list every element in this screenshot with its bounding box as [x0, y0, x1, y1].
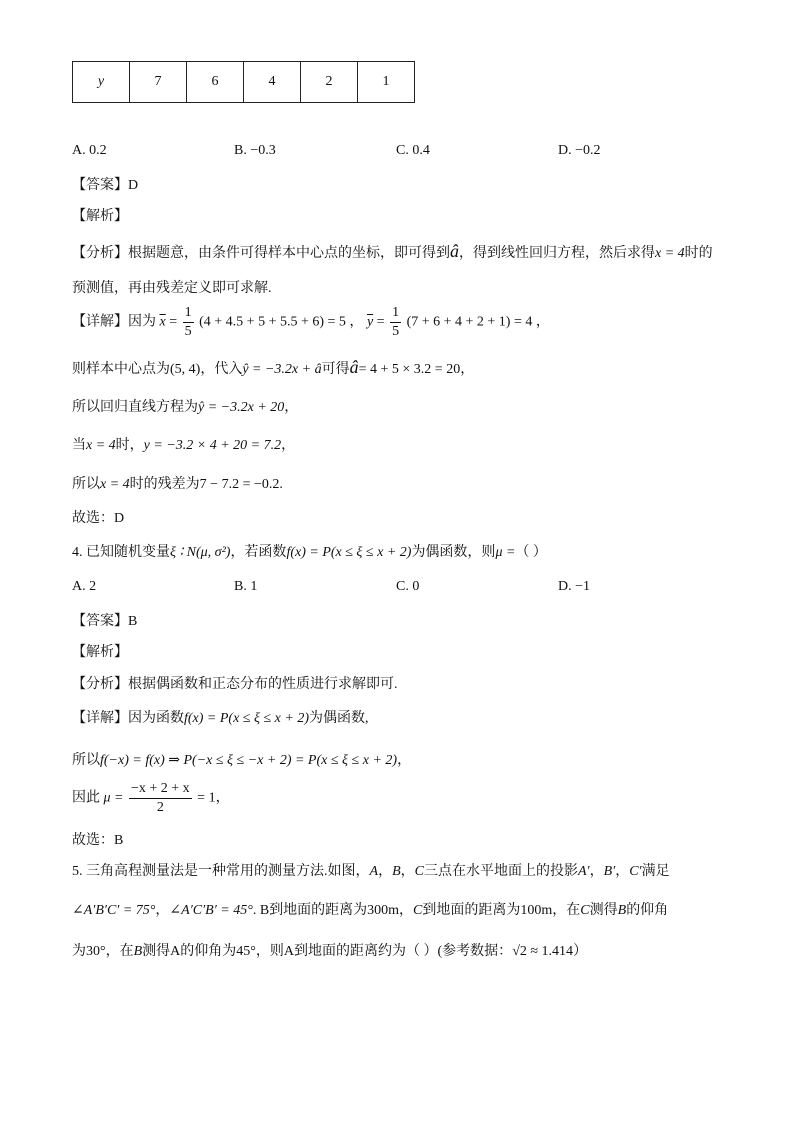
math-expr: C: [580, 903, 590, 918]
math-expr: A: [369, 864, 379, 879]
text: ，若函数: [230, 545, 287, 560]
math-expr: μ =: [103, 790, 124, 806]
math-expr: B: [392, 864, 401, 879]
analysis-text: ，得到线性回归方程，然后求得: [459, 246, 655, 261]
text: ，: [378, 864, 393, 879]
analysis-line: [72, 241, 713, 262]
fraction-den: 5: [184, 324, 192, 339]
text: ，: [589, 864, 604, 879]
detail-line: [72, 306, 550, 339]
fraction-num: 1: [390, 306, 401, 323]
text: 因此: [72, 790, 100, 806]
math-expr: =: [376, 314, 385, 330]
text: 为偶函数，则: [411, 545, 496, 560]
math-expr: ∠A′B′C′ = 75°: [72, 903, 156, 918]
text: ，在: [105, 944, 134, 959]
math-expr: y = −3.2 × 4 + 20 = 7.2: [143, 438, 282, 453]
math-expr: = 4 + 5 × 3.2 = 20，: [358, 362, 475, 377]
text: .: [279, 477, 283, 492]
math-expr: √2 ≈ 1.414: [512, 944, 574, 959]
text: 为偶函数,: [309, 711, 369, 726]
math-expr: B′: [603, 864, 616, 879]
text: ，: [400, 864, 415, 879]
text: 【详解】因为函数: [72, 711, 184, 726]
analysis-line: 【分析】根据偶函数和正态分布的性质进行求解即可.: [72, 677, 398, 692]
text: ）: [573, 944, 588, 959]
text: 当: [72, 438, 86, 453]
math-expr: f(−x) = f(x) ⇒ P(−x ≤ ξ ≤ −x + 2) = P(x ≤ ξ ≤ x + 2): [100, 753, 398, 768]
option-c: C. 0.4: [396, 143, 430, 158]
jiexi-label: 【解析】: [72, 209, 128, 224]
text: 测得: [589, 903, 618, 918]
detail-line-3: [72, 396, 298, 416]
text: ，: [397, 753, 412, 768]
detail-line-2: [72, 357, 474, 378]
fraction: [183, 306, 194, 339]
answer-label: 【答案】D: [72, 178, 139, 193]
fraction: [390, 306, 401, 339]
analysis-text: 时的: [684, 246, 713, 261]
math-expr: f(x) = P(x ≤ ξ ≤ x + 2): [184, 711, 309, 726]
math-expr: 100m: [520, 903, 553, 918]
text: ，代入: [200, 362, 243, 377]
fraction-num: −x + 2 + x: [129, 782, 192, 799]
table-cell: 4: [244, 62, 301, 103]
choose-line: 故选：B: [72, 833, 124, 848]
math-expr: x = 4: [655, 246, 685, 261]
text: （ ）: [515, 545, 547, 560]
text: 测得A的仰角为: [142, 944, 237, 959]
text: ，: [281, 438, 296, 453]
analysis-line-2: 预测值，再由残差定义即可求解.: [72, 281, 272, 296]
option-a: A. 2: [72, 579, 97, 594]
math-expr: ∠A′C′B′ = 45°: [169, 903, 253, 918]
math-expr: (4 + 4.5 + 5 + 5.5 + 6) = 5 ，: [199, 314, 364, 330]
table-cell: 2: [301, 62, 358, 103]
fraction-den: 5: [392, 324, 400, 339]
text: 4. 已知随机变量: [72, 545, 170, 560]
q5-line-1: [72, 860, 670, 880]
jiexi-label: 【解析】: [72, 645, 128, 660]
math-expr: B: [133, 944, 143, 959]
q5-line-2: [72, 899, 668, 919]
detail-line-4: [72, 434, 295, 454]
a-hat-symbol: â: [450, 241, 459, 261]
text: ，: [284, 400, 299, 415]
math-expr: =: [169, 314, 178, 330]
text: 满足: [641, 864, 670, 879]
text: 所以: [72, 753, 100, 768]
detail-line: [72, 707, 369, 727]
math-expr: x = 4: [86, 438, 116, 453]
text: ，: [615, 864, 630, 879]
data-table: [72, 61, 415, 103]
detail-line-5: [72, 473, 283, 493]
option-d: D. −1: [558, 579, 591, 594]
math-expr: C′: [629, 864, 642, 879]
text: 则样本中心点为: [72, 362, 170, 377]
text: ，则A到地面的距离约为（ ）(参考数据：: [255, 944, 513, 959]
detail-label: 【详解】因为: [72, 314, 156, 330]
answer-label: 【答案】B: [72, 614, 138, 629]
math-expr: ŷ = −3.2x + â: [242, 362, 322, 377]
text: ，在: [552, 903, 581, 918]
math-expr: 300m: [367, 903, 400, 918]
math-expr: C: [413, 903, 423, 918]
q5-line-3: [72, 940, 587, 960]
text: . B到地面的距离为: [252, 903, 368, 918]
text: ，: [155, 903, 170, 918]
detail-line-3: [72, 782, 230, 815]
math-expr: f(x) = P(x ≤ ξ ≤ x + 2): [286, 545, 412, 560]
analysis-text: 【分析】根据题意，由条件可得样本中心点的坐标，即可得到: [72, 246, 450, 261]
option-c: C. 0: [396, 579, 420, 594]
math-expr: (7 + 6 + 4 + 2 + 1) = 4 ，: [406, 314, 550, 330]
math-expr: 45°: [236, 944, 256, 959]
q4-stem: [72, 541, 547, 561]
math-expr: ξ ∶ N(μ, σ²): [170, 545, 231, 560]
math-expr: 30°: [86, 944, 106, 959]
text: 到地面的距离为: [422, 903, 521, 918]
table-cell: 6: [187, 62, 244, 103]
option-b: B. −0.3: [234, 143, 276, 158]
text: 所以: [72, 477, 100, 492]
text: 的仰角: [626, 903, 669, 918]
y-bar: $\overline{y}$: [366, 314, 374, 330]
math-expr: = 1，: [197, 790, 230, 806]
text: 时，: [115, 438, 144, 453]
option-b: B. 1: [234, 579, 258, 594]
text: 三点在水平地面上的投影: [423, 864, 578, 879]
text: 所以回归直线方程为: [72, 400, 198, 415]
math-expr: B: [617, 903, 627, 918]
math-expr: x = 4: [100, 477, 130, 492]
math-expr: 7 − 7.2 = −0.2: [199, 477, 280, 492]
table-row: [73, 62, 415, 103]
math-expr: μ =: [495, 545, 516, 560]
fraction-num: 1: [183, 306, 194, 323]
table-cell: 7: [130, 62, 187, 103]
x-bar: $\overline{x}$: [159, 314, 166, 330]
option-a: A. 0.2: [72, 143, 107, 158]
math-expr: A′: [577, 864, 590, 879]
table-cell: 1: [358, 62, 415, 103]
table-cell: y: [73, 62, 130, 103]
option-d: D. −0.2: [558, 143, 601, 158]
fraction-den: 2: [156, 800, 164, 815]
a-hat-symbol: â: [349, 357, 359, 377]
math-expr: (5, 4): [170, 362, 201, 377]
text: 5. 三角高程测量法是一种常用的测量方法.如图，: [72, 864, 370, 879]
choose-line: 故选：D: [72, 511, 125, 526]
text: ，: [399, 903, 414, 918]
text: 可得: [321, 362, 350, 377]
math-expr: C: [414, 864, 424, 879]
text: 时的残差为: [129, 477, 200, 492]
text: 为: [72, 944, 86, 959]
fraction: [129, 782, 192, 815]
detail-line-2: [72, 749, 411, 769]
math-expr: ŷ = −3.2x + 20: [198, 400, 285, 415]
